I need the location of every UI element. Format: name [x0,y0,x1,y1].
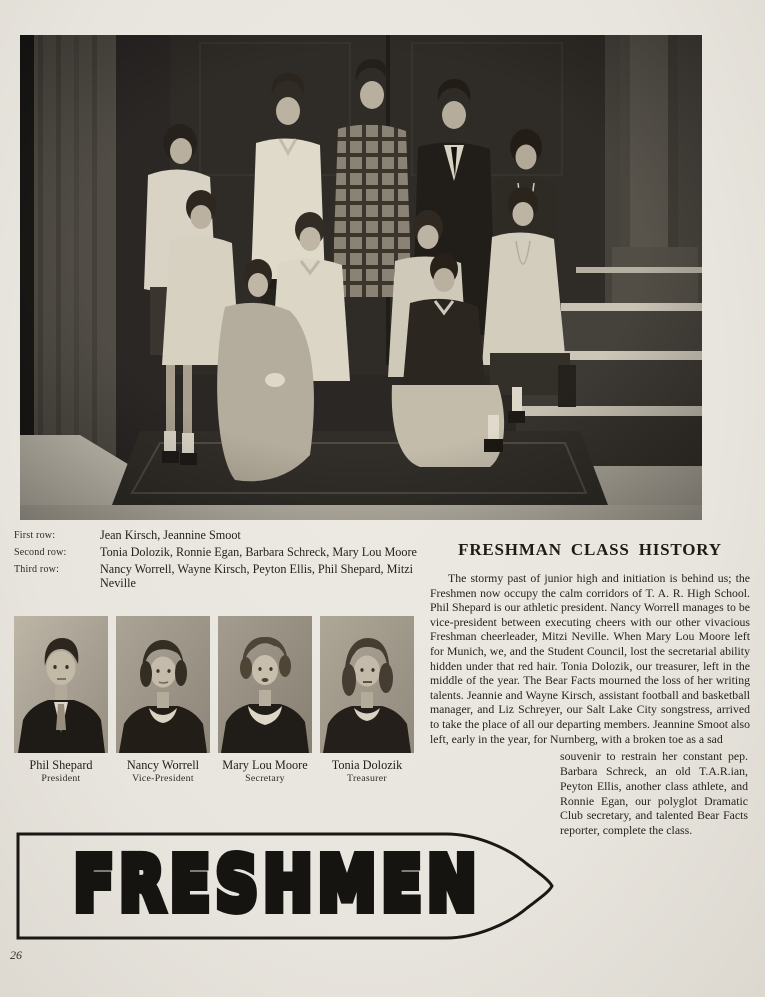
caption-row-label: Second row: [14,546,67,558]
class-group-photo [20,35,702,520]
caption-row [14,528,422,543]
officer-phil-shepard [14,616,108,784]
freshmen-banner [6,830,558,942]
page-number: 26 [10,948,22,962]
freshmen-banner-shape [6,830,558,942]
portrait-nancy-worrell-illustration [116,616,210,753]
officer-title: President [41,773,81,784]
portrait-mary-lou-moore-illustration [218,616,312,753]
officer-title: Secretary [245,773,285,784]
caption-row-names: Jean Kirsch, Jeannine Smoot [100,528,241,542]
officer-nancy-worrell [116,616,210,784]
caption-row [14,562,422,592]
officer-tonia-dolozik [320,616,414,784]
history-paragraph-wide: The stormy past of junior high and initiation is behind us; the Freshmen now occupy the calm corridors of T. A. R. High School. Phil Shepard is our athletic president. Nancy Worrell manages to be vice-president between executing cheers with our other vivacious Freshman cheerleader, Mitzi Neville. When Mary Lou Moore left for Munich, we, and the Student Council, lost the secretarial ability hidden under that red hair. Tonia Dolozik, our treasurer, left in the middle of the year. The Bear Facts mourned the loss of her writing talents. Jeannie and Wayne Kirsch, assistant football and basketball manager, and Liz Schreyer, our Salt Lake City songstress, arrived to take the place of all our departing members. Jeannine Smoot also left, early in the year, for Nurnberg, with a broken toe as a sad [430,571,750,746]
officer-name: Phil Shepard [29,758,93,772]
group-photo-caption [14,528,422,593]
history-paragraph-narrow: souvenir to restrain her constant pep. Barbara Schreck, an old T.A.R.ian, Peyton Ellis, another class athlete, and Ronnie Egan, our polyglot Dramatic Club secretary, and talented Bear Facts reporter, complete the class. [560,749,748,838]
class-history-section [430,540,750,838]
officer-name: Mary Lou Moore [222,758,308,772]
freshmen-banner-label: FRESHMEN [73,840,483,928]
history-title: FRESHMAN CLASS HISTORY [458,540,722,559]
caption-row-label: Third row: [14,563,60,575]
caption-row-names: Tonia Dolozik, Ronnie Egan, Barbara Schreck, Mary Lou Moore [100,544,417,559]
caption-row-names: Nancy Worrell, Wayne Kirsch, Peyton Ellis, Phil Shepard, Mitzi Neville [100,561,414,591]
officer-name: Nancy Worrell [126,758,200,772]
portrait-nancy-worrell [116,616,210,753]
portrait-mary-lou-moore [218,616,312,753]
portrait-phil-shepard-illustration [14,616,108,753]
caption-row [14,545,422,560]
class-officers [14,616,414,784]
officer-title: Vice-President [132,773,194,784]
portrait-phil-shepard [14,616,108,753]
portrait-tonia-dolozik-illustration [320,616,414,753]
officer-title: Treasurer [347,773,387,784]
portrait-tonia-dolozik [320,616,414,753]
caption-row-label: First row: [14,530,56,541]
class-group-photo-illustration [20,35,702,520]
officer-name: Tonia Dolozik [331,758,403,772]
officer-mary-lou-moore [218,616,312,784]
